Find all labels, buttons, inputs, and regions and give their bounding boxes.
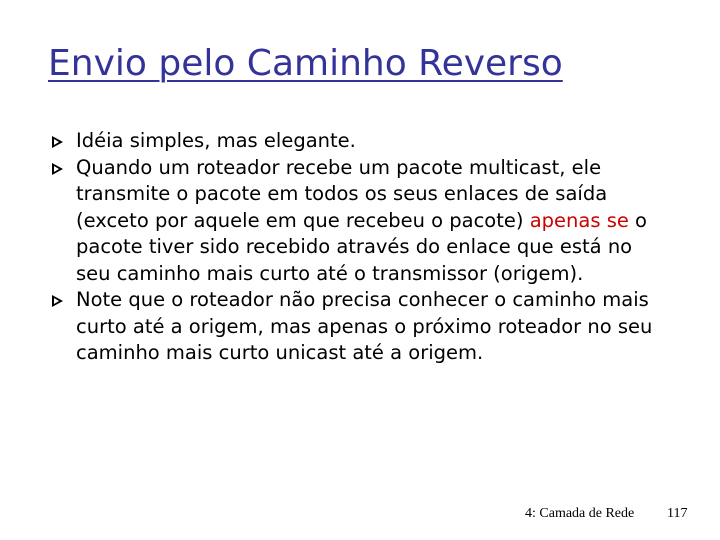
bullet-list [52,128,672,367]
bullet-item-3 [52,287,672,367]
bullet-item-2 [52,155,672,288]
bullet-text-before: Quando um roteador recebe um pacote multicast, ele transmite o pacote em todos os seus enlaces de saída (exceto por aquele em que recebeu o pacote) [76,155,608,232]
arrow-bullet-icon [52,163,63,175]
page-number: 117 [667,506,688,521]
footer-section-label: 4: Camada de Rede [525,506,635,521]
bullet-highlight-text: apenas se [529,208,629,232]
slide-title: Envio pelo Caminho Reverso [48,43,563,84]
bullet-text: Note que o roteador não precisa conhecer o caminho mais curto até a origem, mas apenas o próximo roteador no seu caminho mais curto unicast até a origem. [76,288,653,364]
arrow-bullet-icon [52,136,63,148]
arrow-bullet-icon [52,295,63,307]
bullet-item-1 [52,128,672,155]
bullet-text-after: o pacote tiver sido recebido através do enlace que está no seu caminho mais curto até o transmissor (origem). [76,208,647,285]
bullet-text: Idéia simples, mas elegante. [76,129,356,152]
